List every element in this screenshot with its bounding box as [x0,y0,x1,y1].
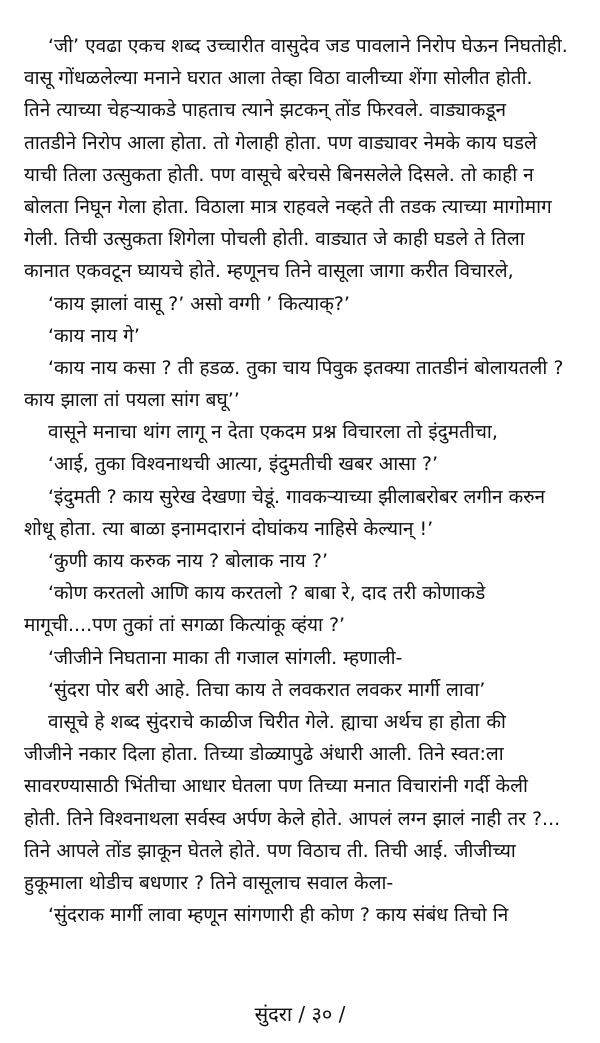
text-line: कानात एकवटून घ्यायचे होते. म्हणूनच तिने वासूला जागा करीत विचारले, [24,260,514,283]
text-line: सावरण्यासाठी भिंतीचा आधार घेतला पण तिच्या मनात विचारांनी गर्दी केली [24,775,528,798]
text-line: वासू गोंधळलेल्या मनाने घरात आला तेव्हा विठा वालीच्या शेंगा सोलीत होती. [24,67,533,90]
text-line: काय झाला तां पयला सांग बघू’’ [24,389,240,412]
text-line: ‘काय झालां वासू ?’ असो वग्गी ’ कित्याक्?’ [48,292,350,315]
text-line: गेली. तिची उत्सुकता शिगेला पोचली होती. वाड्यात जे काही घडले ते तिला [24,228,525,251]
text-line: ‘कुणी काय करुक नाय ? बोलाक नाय ?’ [48,550,328,572]
text-line: ‘काय नाय कसा ? ती हडळ. तुका चाय पिवुक इतक्या तातडीनं बोलायतली ? [48,356,564,379]
text-line: तिने त्याच्या चेहऱ्याकडे पाहताच त्याने झटकन् तोंड फिरवले. वाड्याकडून [24,99,507,122]
text-line: ‘सुंदरा पोर बरी आहे. तिचा काय ते लवकरात लवकर मार्गी लावा’ [48,678,486,701]
text-line: बोलता निघून गेला होता. विठाला मात्र राहवले नव्हते ती तडक त्याच्या मागोमाग [24,195,552,218]
text-line: ‘सुंदराक मार्गी लावा म्हणून सांगणारी ही कोण ? काय संबंध तिचो नि [48,904,509,927]
text-line: वासूचे हे शब्द सुंदराचे काळीज चिरीत गेले. ह्याचा अर्थच हा होता की [48,710,506,733]
text-line: ‘जी’ एवढा एकच शब्द उच्चारीत वासुदेव जड पावलाने निरोप घेऊन निघतोही. [48,35,568,57]
text-line: मागूची....पण तुकां तां सगळा कित्यांकू व्हंया ?’ [24,614,346,637]
text-line: तातडीने निरोप आला होता. तो गेलाही होता. पण वाड्यावर नेमके काय घडले [24,131,537,154]
text-line: तिने आपले तोंड झाकून घेतले होते. पण विठाच ती. तिची आई. जीजीच्या [24,839,516,862]
text-line: जीजीने नकार दिला होता. तिच्या डोळ्यापुढे अंधारी आली. तिने स्वत:ला [24,743,504,766]
text-line: ‘आई, तुका विश्वनाथची आत्या, इंदुमतीची खबर आसा ?’ [48,453,439,476]
text-line: हुकूमाला थोडीच बधणार ? तिने वासूलाच सवाल केला- [24,871,394,894]
page-footer: सुंदरा / ३० / [254,1002,346,1026]
text-line: होती. तिने विश्वनाथला सर्वस्व अर्पण केले होते. आपलं लग्न झालं नाही तर ?... [24,807,561,830]
text-line: ‘जीजीने निघताना माका ती गजाल सांगली. म्हणाली- [48,646,403,669]
text-line: ‘इंदुमती ? काय सुरेख देखणा चेडूं. गावकऱ्याच्या झीलाबरोबर लगीन करुन [48,485,546,508]
page-body-text [24,30,580,931]
text-line: ‘कोण करतलो आणि काय करतलो ? बाबा रे, दाद तरी कोणाकडे [48,582,486,605]
text-line: याची तिला उत्सुकता होती. पण वासूचे बरेचसे बिनसलेले दिसले. तो काही न [24,163,534,186]
text-line: वासूने मनाचा थांग लागू न देता एकदम प्रश्न विचारला तो इंदुमतीचा, [48,421,498,444]
text-line: ‘काय नाय गे’ [48,324,140,347]
text-line: शोधू होता. त्या बाळा इनामदारानं दोघांकय नाहिसे केल्यान् !’ [24,517,434,540]
